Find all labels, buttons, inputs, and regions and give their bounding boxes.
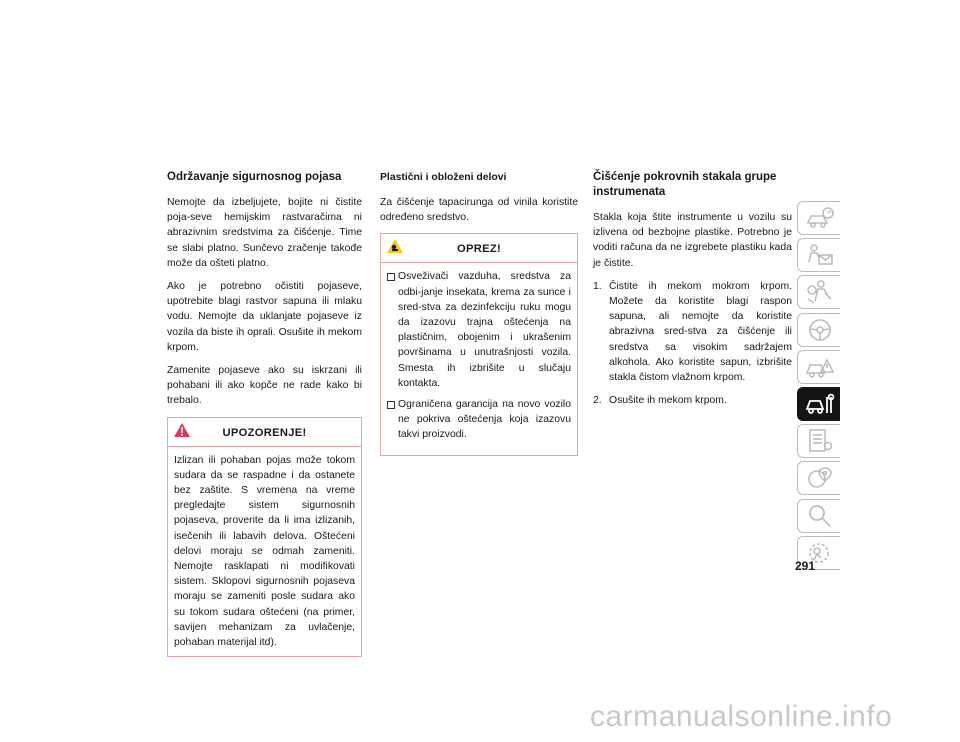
paragraph: Ako je potrebno očistiti pojaseve, upotrebite blagi rastvor sapuna ili mlaku vodu. Nemojte da uklanjate pojaseve iz vozila da biste ih oprali. Osušite ih mekom krpom.: [167, 281, 362, 353]
person-envelope-icon: [805, 242, 835, 268]
section-heading-seatbelt: Održavanje sigurnosnog pojasa: [167, 171, 342, 183]
magnifier-icon: [805, 503, 835, 529]
paragraph: Nemojte da izbeljujete, bojite ni čistite poja-seve hemijskim rastvaračima ni abrazivnim sredstvima za čišćenje. Time se slabi platno. Sunčevo zračenje takođe može da ošteti platno.: [167, 197, 362, 269]
warning-box: [167, 417, 362, 658]
caution-body: [381, 263, 577, 454]
watermark: carmanualsonline.info: [590, 700, 893, 733]
paragraph: Za čišćenje tapacirunga od vinila koristite određeno sredstvo.: [380, 197, 578, 224]
airbag-person-icon: [805, 279, 835, 305]
map-pin-icon: [805, 465, 835, 491]
tab-car-wrench-active[interactable]: [797, 387, 840, 421]
tab-search[interactable]: [797, 499, 840, 533]
tab-steering-wheel[interactable]: [797, 313, 840, 347]
caution-header: [381, 234, 577, 263]
paragraph: Stakla koja štite instrumente u vozilu su izlivena od bezbojne plastike. Potrebno je voditi računa da ne izgrebete plastiku kada je čistite.: [593, 212, 792, 269]
list-item: Ograničena garancija na novo vozilo ne pokriva oštećenja koja izazovu takvi proizvodi.: [387, 397, 571, 443]
tab-map-pin[interactable]: [797, 461, 840, 495]
list-item: 1. Čistite ih mekom mokrom krpom. Možete da koristite blagi raspon sapuna, ali nemojte da koristite abrazivna sred-stva za čišćenje ili sredstva sa visokim sadržajem alkohola. Ako koristite sapun, izbrišite stakla čistom vlažnom krpom.: [593, 280, 792, 384]
warning-title: UPOZORENJE!: [222, 426, 307, 439]
car-gauge-icon: [805, 205, 835, 231]
column-middle: [380, 170, 578, 456]
warning-text: Izlizan ili pohaban pojas može tokom sudara da se raspadne i da ostanete bez zaštite. S vremena na vreme pregledajte sistem sigurnosnih pojaseva, proverite da li ima izlizanih, isečenih ili labavih delova. Oštećeni delovi moraju se odmah zameniti. Nemojte rasklapati ni modifikovati sistem. Sklopovi sigurnosnih pojaseva moraju se zameniti posle sudara ako su tokom sudara oštećeni (na primer, savijen mehanizam za uvlačenje, pohaban materijal itd).: [174, 454, 355, 649]
tab-car-gauge[interactable]: [797, 201, 840, 235]
checklist-icon: [805, 428, 835, 454]
column-left: [167, 170, 362, 657]
tab-airbag[interactable]: [797, 275, 840, 309]
car-warning-icon: [805, 354, 835, 380]
tab-car-warning[interactable]: [797, 350, 840, 384]
page-number: 291: [795, 559, 816, 573]
section-heading-instrument-glass: Čišćenje pokrovnih stakala grupe instrumenata: [593, 171, 777, 198]
tab-person-envelope[interactable]: [797, 238, 840, 272]
column-right: [593, 170, 792, 416]
square-bullet-icon: [387, 401, 395, 409]
caution-title: OPREZ!: [456, 243, 502, 256]
square-bullet-icon: [387, 273, 395, 281]
list-item: 2. Osušite ih mekom krpom.: [593, 395, 727, 407]
steering-wheel-icon: [805, 317, 835, 343]
tab-checklist[interactable]: [797, 424, 840, 458]
list-item: Osveživači vazduha, sredstva za odbi-janje insekata, krema za sunce i sred-stva za dezinfekciju ruku mogu da izazovu trajna oštećenja na plastičnim, obojenim i ukrašenim površinama u unutrašnjosti vozila. Smesta ih izbrišite u slučaju kontakta.: [387, 269, 571, 391]
section-heading-plastic: Plastični i obloženi delovi: [380, 172, 507, 183]
chapter-tabs: [797, 201, 841, 573]
car-wrench-icon: [805, 391, 835, 417]
warning-header: [168, 418, 361, 447]
paragraph: Zamenite pojaseve ako su iskrzani ili pohabani ili ako kopče ne rade kako bi trebalo.: [167, 365, 362, 407]
caution-box: [380, 233, 578, 455]
